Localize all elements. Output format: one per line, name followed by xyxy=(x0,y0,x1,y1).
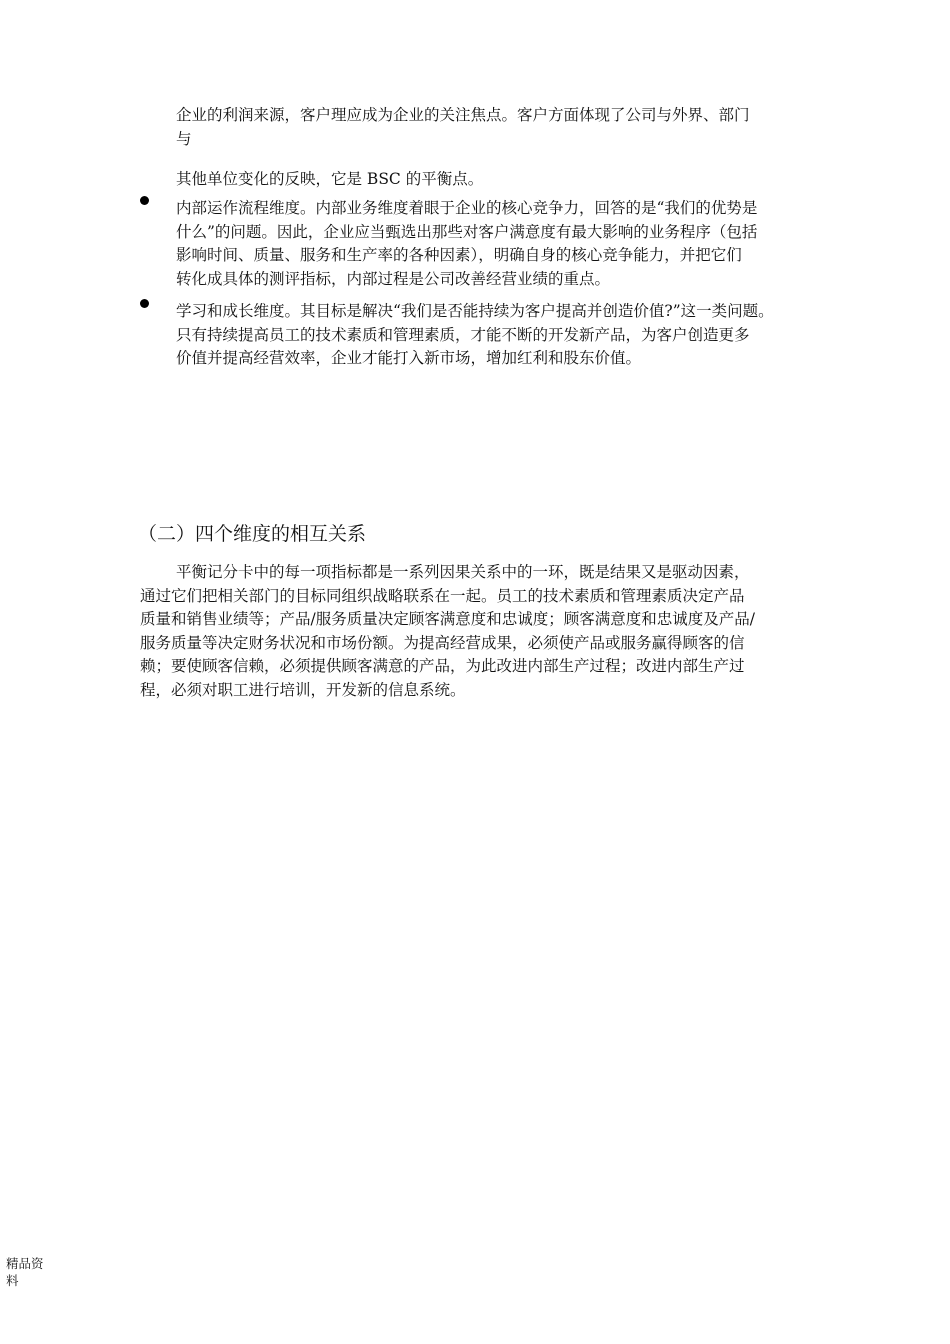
footer-line: 精品资 xyxy=(6,1256,44,1271)
bullet-learning-growth xyxy=(176,300,774,371)
text-line: 通过它们把相关部门的目标同组织战略联系在一起。员工的技术素质和管理素质决定产品 xyxy=(140,586,745,605)
text-line: 影响时间、质量、服务和生产率的各种因素），明确自身的核心竞争能力，并把它们 xyxy=(176,246,742,264)
text-line: 只有持续提高员工的技术素质和管理素质，才能不断的开发新产品，为客户创造更多 xyxy=(176,325,750,344)
section-paragraph xyxy=(140,561,755,702)
customer-dimension-tail xyxy=(176,168,483,192)
text-line: 学习和成长维度。其目标是解决“我们是否能持续为客户提高并创造价值?”这一类问题。 xyxy=(176,302,774,320)
customer-dimension-continuation xyxy=(176,104,750,151)
bullet-dot-icon xyxy=(140,299,149,308)
text-line: 价值并提高经营效率，企业才能打入新市场，增加红利和股东价值。 xyxy=(176,349,642,367)
text-line: 转化成具体的测评指标，内部过程是公司改善经营业绩的重点。 xyxy=(176,269,611,288)
bullet-dot-icon xyxy=(140,196,149,205)
text-line: 平衡记分卡中的每一项指标都是一系列因果关系中的一环，既是结果又是驱动因素， xyxy=(176,563,750,581)
footer-line: 料 xyxy=(6,1273,19,1288)
footer-note xyxy=(6,1255,44,1289)
text-line: 与 xyxy=(176,129,192,148)
text-line: 其他单位变化的反映，它是 BSC 的平衡点。 xyxy=(176,170,484,188)
section-heading: （二）四个维度的相互关系 xyxy=(138,523,367,545)
text-line: 内部运作流程维度。内部业务维度着眼于企业的核心竞争力，回答的是“我们的优势是 xyxy=(176,199,758,217)
text-line: 质量和销售业绩等；产品/服务质量决定顾客满意度和忠诚度；顾客满意度和忠诚度及产品/ xyxy=(140,610,755,628)
text-line: 企业的利润来源，客户理应成为企业的关注焦点。客户方面体现了公司与外界、部门 xyxy=(176,106,750,124)
bullet-internal-process xyxy=(176,197,757,291)
text-line: 什么”的问题。因此，企业应当甄选出那些对客户满意度有最大影响的业务程序（包括 xyxy=(176,222,758,241)
text-line: 服务质量等决定财务状况和市场份额。为提高经营成果，必须使产品或服务赢得顾客的信 xyxy=(140,633,745,652)
text-line: 赖；要使顾客信赖，必须提供顾客满意的产品，为此改进内部生产过程；改进内部生产过 xyxy=(140,657,745,675)
text-line: 程，必须对职工进行培训，开发新的信息系统。 xyxy=(140,680,466,699)
